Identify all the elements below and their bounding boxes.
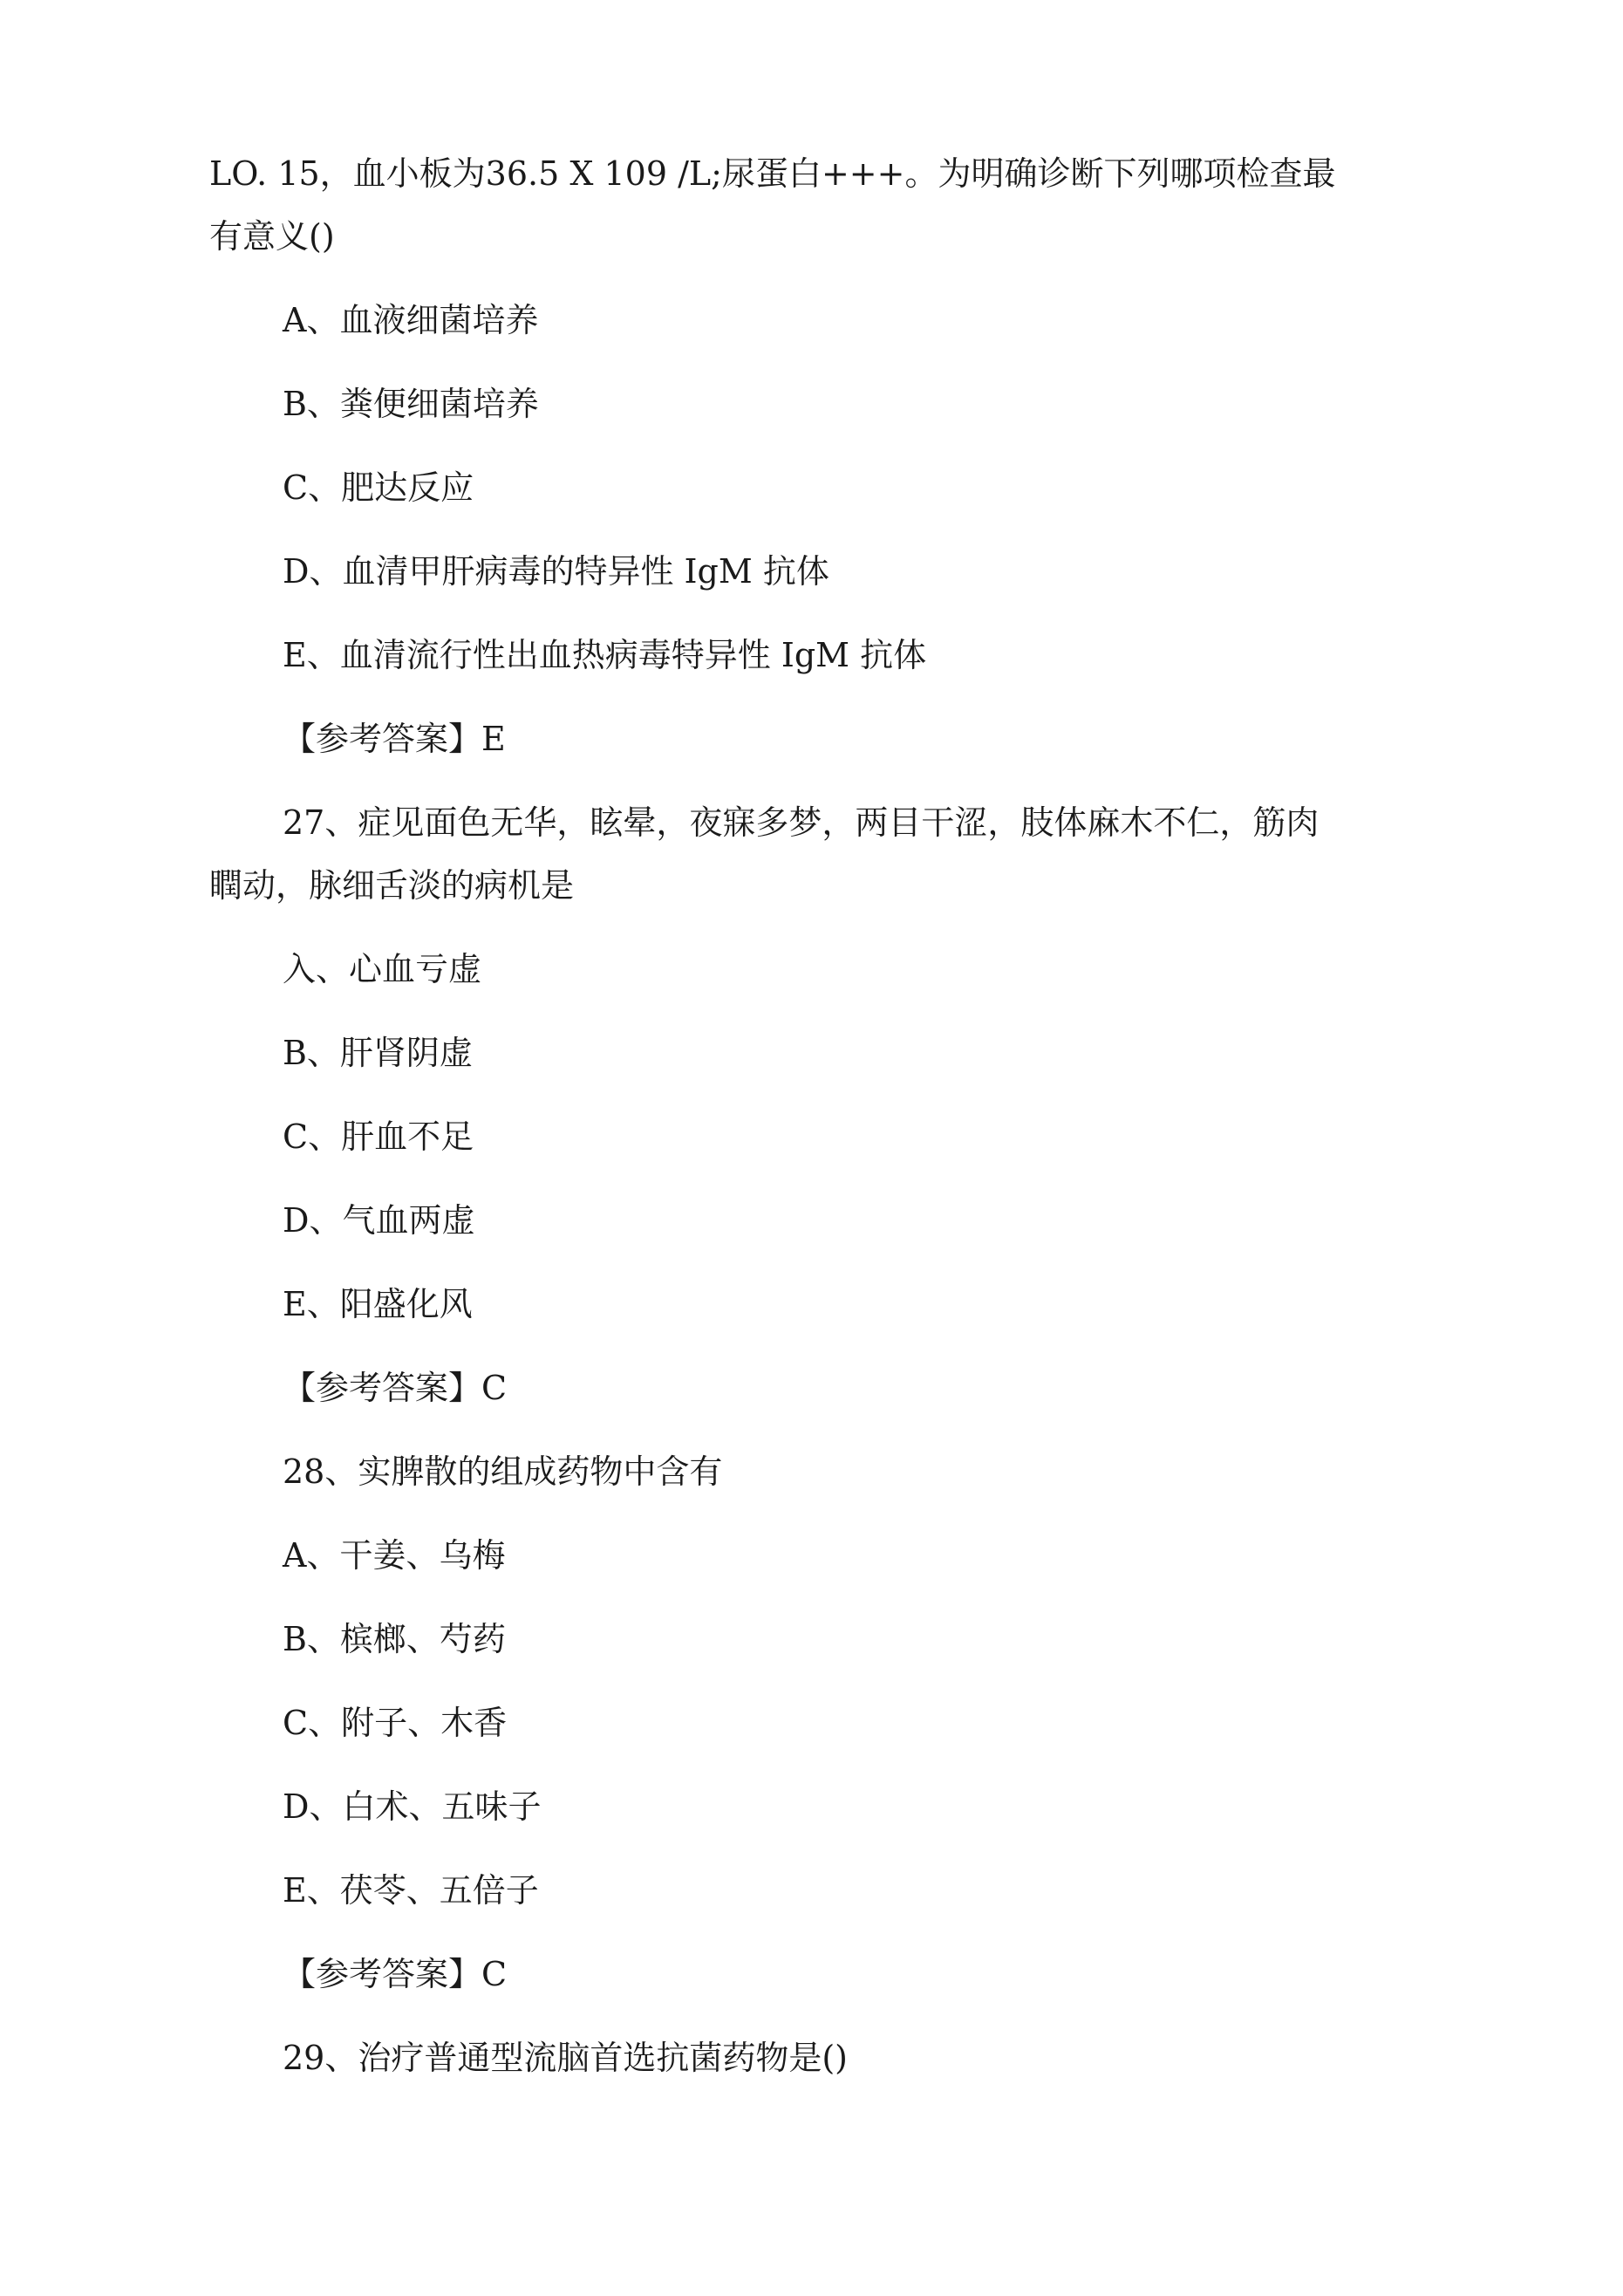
question-28-option-d: D、白术、五味子 (283, 1787, 542, 1826)
question-26-option-b: B、粪便细菌培养 (283, 385, 539, 423)
question-26-option-e: E、血清流行性出血热病毒特异性 IgM 抗体 (283, 636, 927, 674)
question-26-answer: 【参考答案】E (283, 720, 506, 758)
question-27-text-line-2: 瞤动，脉细舌淡的病机是 (209, 866, 575, 905)
question-26-text-line-2: 有意义() (209, 217, 335, 256)
question-27-answer: 【参考答案】C (283, 1369, 508, 1407)
question-28-option-c: C、附子、木香 (283, 1704, 508, 1742)
question-27-text-line-1: 27、症见面色无华，眩晕，夜寐多梦，两目干涩，肢体麻木不仁，筋肉 (283, 803, 1320, 842)
question-28-text: 28、实脾散的组成药物中含有 (283, 1452, 723, 1491)
question-26-text-line-1: LO. 15，血小板为36.5 X 109 /L;尿蛋白+++。为明确诊断下列哪项检查最 (209, 154, 1336, 193)
question-28-answer: 【参考答案】C (283, 1955, 508, 1993)
question-29-text: 29、治疗普通型流脑首选抗菌药物是() (283, 2039, 849, 2077)
question-27-option-c: C、肝血不足 (283, 1117, 474, 1156)
question-26-option-c: C、肥达反应 (283, 468, 474, 507)
question-27-option-a: 入、心血亏虚 (283, 950, 482, 988)
question-27-option-b: B、肝肾阴虚 (283, 1034, 473, 1072)
question-26-option-d: D、血清甲肝病毒的特异性 IgM 抗体 (283, 552, 829, 591)
question-26-option-a: A、血液细菌培养 (283, 301, 539, 339)
question-27-option-d: D、气血两虚 (283, 1201, 475, 1240)
question-27-option-e: E、阳盛化风 (283, 1285, 473, 1323)
question-28-option-a: A、干姜、乌梅 (283, 1536, 506, 1575)
question-28-option-b: B、槟榔、芍药 (283, 1620, 506, 1658)
question-28-option-e: E、茯苓、五倍子 (283, 1871, 539, 1910)
